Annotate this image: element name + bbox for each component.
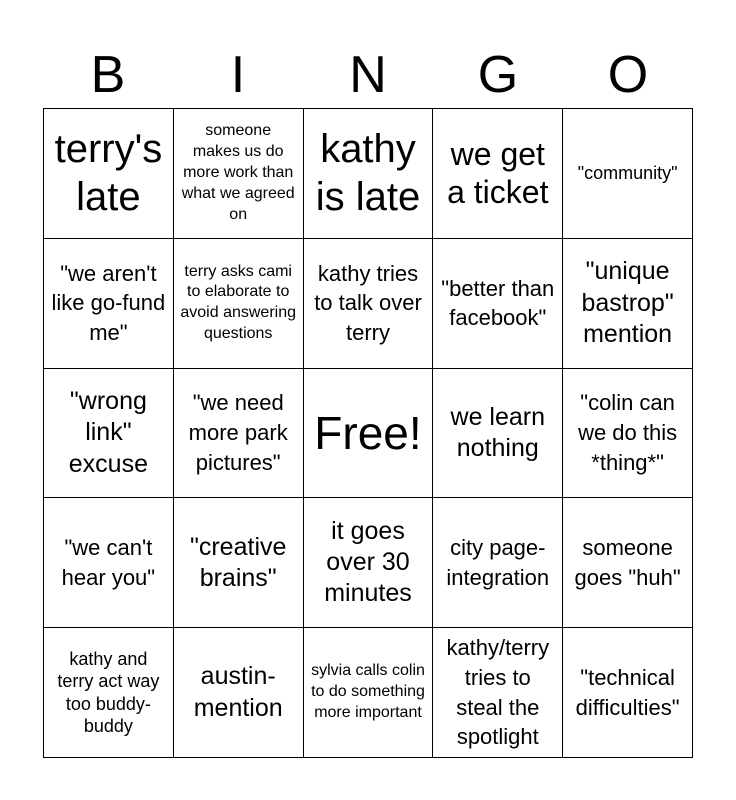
cell-text: austin-mention [193, 662, 283, 722]
cell-text: kathy tries to talk over terry [314, 260, 422, 346]
cell-text: "we aren't like go-fund me" [51, 260, 166, 346]
bingo-cell[interactable] [563, 109, 693, 239]
bingo-cell[interactable] [563, 628, 693, 758]
header-letter-g: G [477, 46, 519, 104]
bingo-cell[interactable] [433, 109, 563, 239]
bingo-cell[interactable] [174, 498, 304, 628]
cell-text: "better than facebook" [441, 275, 555, 331]
header-letter-o: O [607, 46, 649, 104]
cell-text: "we can't hear you" [61, 535, 156, 590]
bingo-cell[interactable] [433, 628, 563, 758]
bingo-cell[interactable] [433, 498, 563, 628]
bingo-header [43, 42, 693, 108]
cell-text: "technical difficulties" [575, 664, 680, 720]
header-letter-b: B [90, 46, 126, 104]
bingo-cell[interactable] [433, 369, 563, 499]
cell-text: terry's late [54, 127, 163, 220]
header-letter-n: N [349, 46, 387, 104]
free-space-label: Free! [314, 406, 422, 459]
bingo-cell[interactable] [174, 369, 304, 499]
cell-text: we learn nothing [450, 402, 546, 462]
cell-text: "colin can we do this *thing*" [578, 390, 678, 475]
bingo-cell[interactable] [174, 628, 304, 758]
cell-text: sylvia calls colin to do something more important [311, 662, 425, 721]
bingo-cell[interactable] [44, 369, 174, 499]
bingo-cell[interactable] [304, 498, 434, 628]
cell-text: someone makes us do more work than what we agreed on [181, 122, 295, 223]
bingo-cell[interactable] [304, 109, 434, 239]
cell-text: someone goes "huh" [574, 535, 681, 590]
bingo-cell[interactable] [44, 498, 174, 628]
bingo-cell[interactable] [44, 628, 174, 758]
free-space[interactable] [304, 369, 434, 499]
bingo-cell[interactable] [174, 109, 304, 239]
header-letter-i: I [230, 46, 246, 104]
bingo-cell[interactable] [563, 239, 693, 369]
cell-text: it goes over 30 minutes [324, 516, 412, 608]
bingo-cell[interactable] [563, 498, 693, 628]
bingo-cell[interactable] [304, 628, 434, 758]
cell-text: "unique bastrop" mention [581, 257, 674, 348]
bingo-cell[interactable] [174, 239, 304, 369]
cell-text: "community" [577, 163, 678, 184]
cell-text: "creative brains" [189, 532, 287, 592]
cell-text: kathy/terry tries to steal the spotlight [446, 635, 550, 750]
bingo-cell[interactable] [44, 239, 174, 369]
bingo-cell[interactable] [433, 239, 563, 369]
cell-text: kathy and terry act way too buddy-buddy [57, 648, 160, 737]
cell-text: city page-integration [446, 535, 550, 590]
cell-text: "wrong link" excuse [68, 387, 148, 478]
bingo-cell[interactable] [44, 109, 174, 239]
cell-text: "we need more park pictures" [188, 390, 288, 475]
cell-text: we get a ticket [447, 136, 549, 211]
bingo-cell[interactable] [304, 239, 434, 369]
cell-text: terry asks cami to elaborate to avoid answering questions [180, 262, 296, 342]
bingo-cell[interactable] [563, 369, 693, 499]
bingo-board [43, 108, 693, 758]
cell-text: kathy is late [315, 127, 421, 220]
